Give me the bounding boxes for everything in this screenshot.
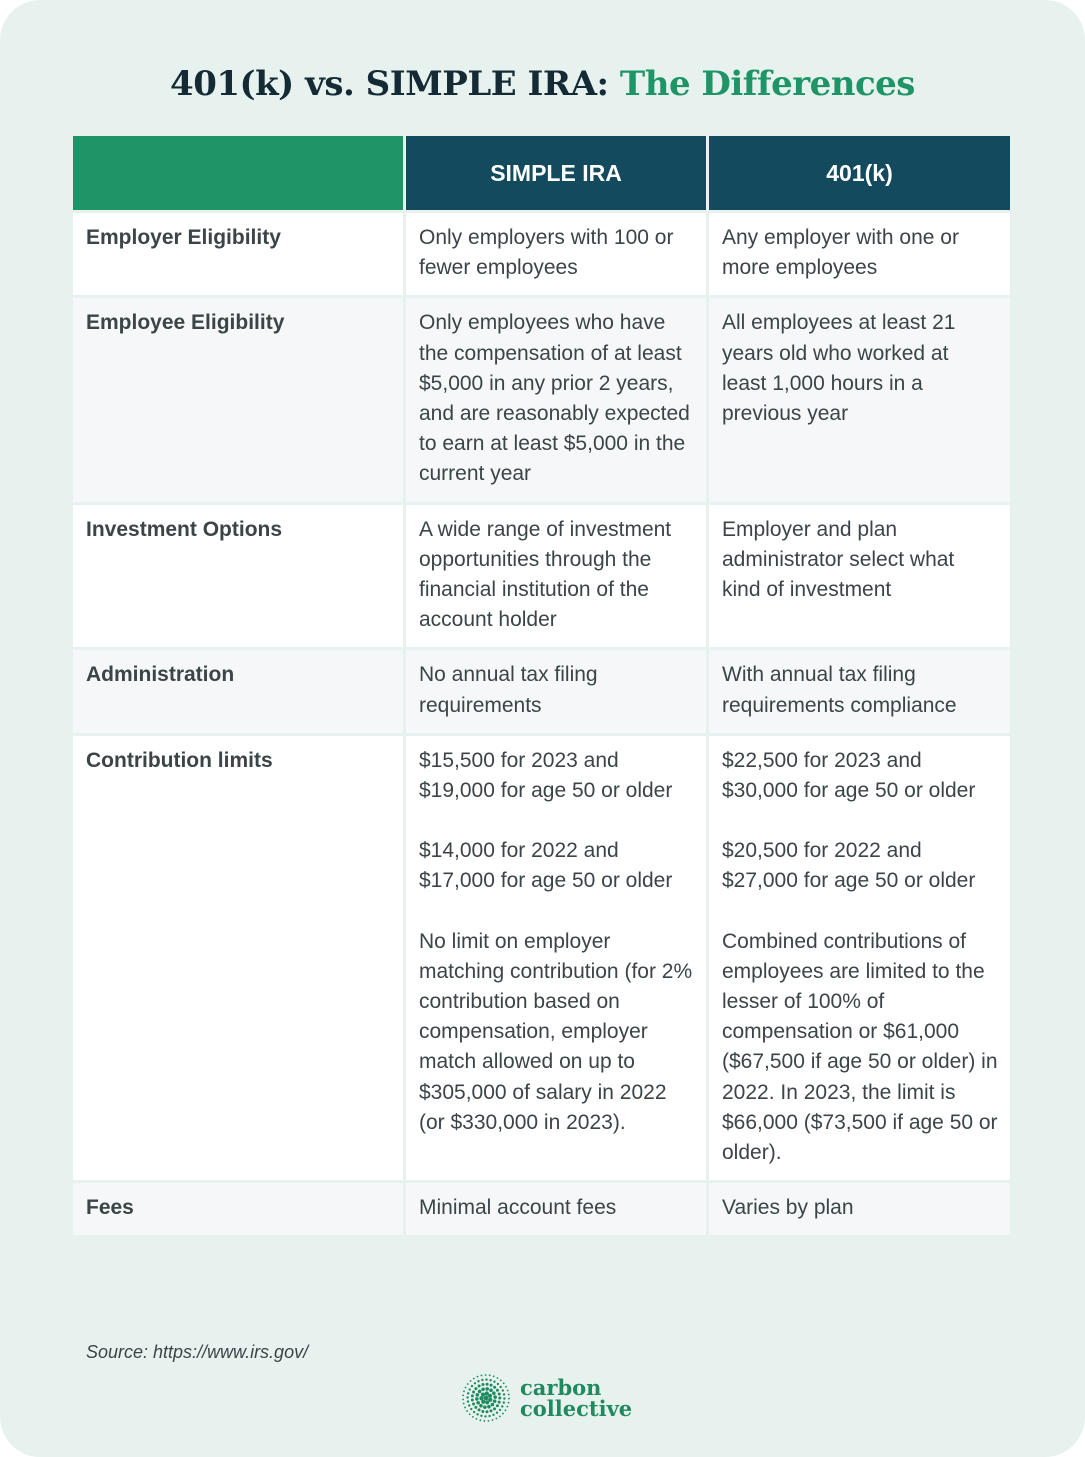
cell-paragraph: $15,500 for 2023 and $19,000 for age 50 or older xyxy=(419,748,673,803)
header-simple-ira: SIMPLE IRA xyxy=(406,136,706,210)
cell-paragraph: Only employees who have the compensation of at least $5,000 in any prior 2 years, and are reasonably expected to earn at least $5,000 in the current year xyxy=(419,311,690,486)
cell-paragraph: Employer and plan administrator select what kind of investment xyxy=(722,517,955,602)
row-label: Fees xyxy=(73,1183,403,1235)
cell-paragraph: Combined contributions of employees are limited to the lesser of 100% of compensation or $61,000 ($67,500 if age 50 or older) in 2022. In 2023, the limit is $66,000 ($73,500 if age 50 or older). xyxy=(722,929,998,1165)
k401-cell xyxy=(709,736,1010,1180)
cell-paragraph: Varies by plan xyxy=(722,1196,854,1220)
k401-cell xyxy=(709,298,1010,501)
logo-text xyxy=(520,1377,632,1419)
logo-line-1: carbon xyxy=(520,1375,602,1400)
cell-paragraph: $22,500 for 2023 and $30,000 for age 50 or older xyxy=(722,748,976,803)
title-accent: The Differences xyxy=(619,64,915,104)
cell-paragraph: Minimal account fees xyxy=(419,1196,617,1220)
k401-cell xyxy=(709,505,1010,648)
cell-paragraph: With annual tax filing requirements compliance xyxy=(722,663,957,717)
simple-ira-cell xyxy=(406,298,706,501)
k401-cell xyxy=(709,650,1010,732)
dotted-globe-icon xyxy=(458,1370,514,1426)
simple-ira-cell xyxy=(406,213,706,295)
carbon-collective-logo xyxy=(458,1370,632,1426)
cell-paragraph: No annual tax filing requirements xyxy=(419,663,598,717)
simple-ira-cell xyxy=(406,650,706,732)
header-blank-cell xyxy=(73,136,403,210)
header-401k: 401(k) xyxy=(709,136,1010,210)
simple-ira-cell xyxy=(406,736,706,1180)
cell-paragraph: $14,000 for 2022 and $17,000 for age 50 or older xyxy=(419,839,673,893)
k401-cell xyxy=(709,1183,1010,1235)
row-label: Contribution limits xyxy=(73,736,403,1180)
simple-ira-cell xyxy=(406,505,706,648)
row-label: Investment Options xyxy=(73,505,403,648)
title-main: 401(k) vs. SIMPLE IRA: xyxy=(170,64,609,104)
cell-paragraph: A wide range of investment opportunities through the financial institution of the account holder xyxy=(419,517,672,632)
cell-paragraph: $20,500 for 2022 and $27,000 for age 50 or older xyxy=(722,839,976,893)
row-label: Employee Eligibility xyxy=(73,298,403,501)
page-title xyxy=(0,64,1085,104)
k401-cell xyxy=(709,213,1010,295)
row-label: Administration xyxy=(73,650,403,732)
cell-paragraph: Only employers with 100 or fewer employees xyxy=(419,226,674,280)
comparison-table xyxy=(73,136,1010,1235)
simple-ira-cell xyxy=(406,1183,706,1235)
source-note: Source: https://www.irs.gov/ xyxy=(86,1342,309,1362)
row-label: Employer Eligibility xyxy=(73,213,403,295)
cell-paragraph: Any employer with one or more employees xyxy=(722,226,959,280)
cell-paragraph: No limit on employer matching contribution (for 2% contribution based on compensation, employer match allowed on up to $305,000 of salary in 2022 (or $330,000 in 2023). xyxy=(419,929,693,1134)
cell-paragraph: All employees at least 21 years old who worked at least 1,000 hours in a previous year xyxy=(722,311,956,426)
logo-line-2: collective xyxy=(520,1396,633,1421)
